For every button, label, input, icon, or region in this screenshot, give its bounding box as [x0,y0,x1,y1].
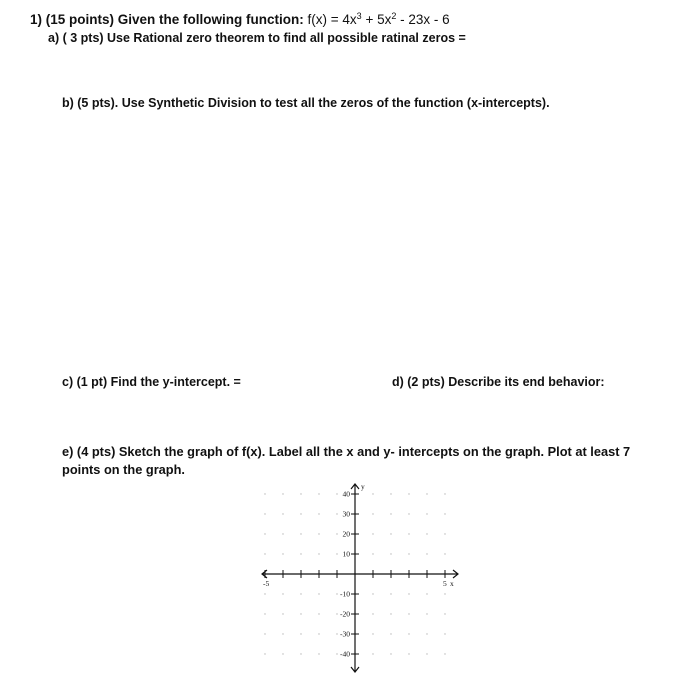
part-d-prompt: d) (2 pts) Describe its end behavior: [392,375,605,389]
grid-dot [426,633,427,634]
y-tick-label: 40 [342,489,350,499]
grid-dot [426,653,427,654]
y-tick-label: -20 [340,609,350,619]
grid-dot [300,613,301,614]
grid-dot [444,653,445,654]
grid-dot [300,513,301,514]
grid-dot [264,653,265,654]
function-expression: $f(x) = 4x^3 + 5x^2 - 23x - 6$ [307,11,450,27]
grid-dot [426,553,427,554]
grid-dot [372,553,373,554]
grid-dot [444,633,445,634]
grid-dot [336,653,337,654]
grid-dot [318,633,319,634]
grid-dot [336,613,337,614]
question-points: (15 points) Given the following function: [45,12,304,27]
grid-dot [282,653,283,654]
grid-dot [444,593,445,594]
axes [262,484,458,672]
grid-dot [408,593,409,594]
y-tick-label: -40 [340,649,350,659]
grid-dot [282,613,283,614]
grid-dot [336,633,337,634]
grid-dot [264,533,265,534]
grid-dot [426,493,427,494]
grid-dot [318,593,319,594]
grid-dot [336,533,337,534]
question-1-header [30,12,450,27]
y-tick-label: -30 [340,629,350,639]
grid-dot [444,513,445,514]
grid-dot [390,553,391,554]
grid-dot [282,633,283,634]
grid-dot [408,633,409,634]
part-b-prompt: b) (5 pts). Use Synthetic Division to test all the zeros of the function (x-intercepts). [62,96,550,110]
grid-dot [264,493,265,494]
y-tick-label: 10 [342,549,350,559]
grid-dot [372,613,373,614]
y-axis-label: y [361,482,365,491]
grid-dot [318,553,319,554]
grid-dot [372,593,373,594]
question-number: 1) [30,12,43,27]
grid-dot [282,553,283,554]
grid-dot [282,593,283,594]
grid-dot [372,513,373,514]
grid-dot [408,493,409,494]
grid-dot [390,633,391,634]
y-tick-label: 30 [342,509,350,519]
part-c-prompt: c) (1 pt) Find the y-intercept. = [62,375,241,389]
grid-dot [390,613,391,614]
grid-dot [444,553,445,554]
grid-dot [318,533,319,534]
grid-dot [264,613,265,614]
grid-dot [444,493,445,494]
blank-coordinate-grid [250,478,470,678]
grid-dot [426,593,427,594]
grid-dot [300,593,301,594]
grid-dot [318,613,319,614]
grid-dot [372,533,373,534]
grid-dot [408,553,409,554]
x-axis-label: x [450,579,454,588]
grid-dot [408,513,409,514]
grid-dot [282,533,283,534]
part-a-prompt: a) ( 3 pts) Use Rational zero theorem to find all possible ratinal zeros = [48,31,466,45]
part-e-prompt-line-1: e) (4 pts) Sketch the graph of f(x). Label all the x and y- intercepts on the graph. Plot at least 7 [62,444,631,459]
grid-dot [318,493,319,494]
axis-labels [263,482,454,659]
grid-dot [426,513,427,514]
grid-dot [264,593,265,594]
grid-dot [390,493,391,494]
grid-dot [390,513,391,514]
grid-dot [390,533,391,534]
grid-dot [336,593,337,594]
grid-dot [426,613,427,614]
grid-dot [390,593,391,594]
grid-dot [336,493,337,494]
grid-dot [408,613,409,614]
grid-dot [264,513,265,514]
grid-dot [282,493,283,494]
grid-dot [372,493,373,494]
y-tick-label: 20 [342,529,350,539]
grid-dot [300,553,301,554]
grid-dot [282,513,283,514]
x-max-label: 5 [443,579,447,588]
grid-dot [300,653,301,654]
grid-dot [372,633,373,634]
grid-dot [372,653,373,654]
grid-dot [390,653,391,654]
part-e-prompt-line-2: points on the graph. [62,462,185,477]
grid-dot [300,533,301,534]
grid-dot [318,653,319,654]
grid-dot [264,553,265,554]
grid-dot [408,533,409,534]
x-min-label: -5 [263,579,270,588]
grid-dot [444,533,445,534]
grid-dot [300,493,301,494]
grid-dot [318,513,319,514]
grid-dot [336,513,337,514]
grid-dot [426,533,427,534]
grid-dot [408,653,409,654]
grid-dot [336,553,337,554]
y-tick-label: -10 [340,589,350,599]
grid-dot [444,613,445,614]
grid-dot [264,633,265,634]
grid-dot [300,633,301,634]
